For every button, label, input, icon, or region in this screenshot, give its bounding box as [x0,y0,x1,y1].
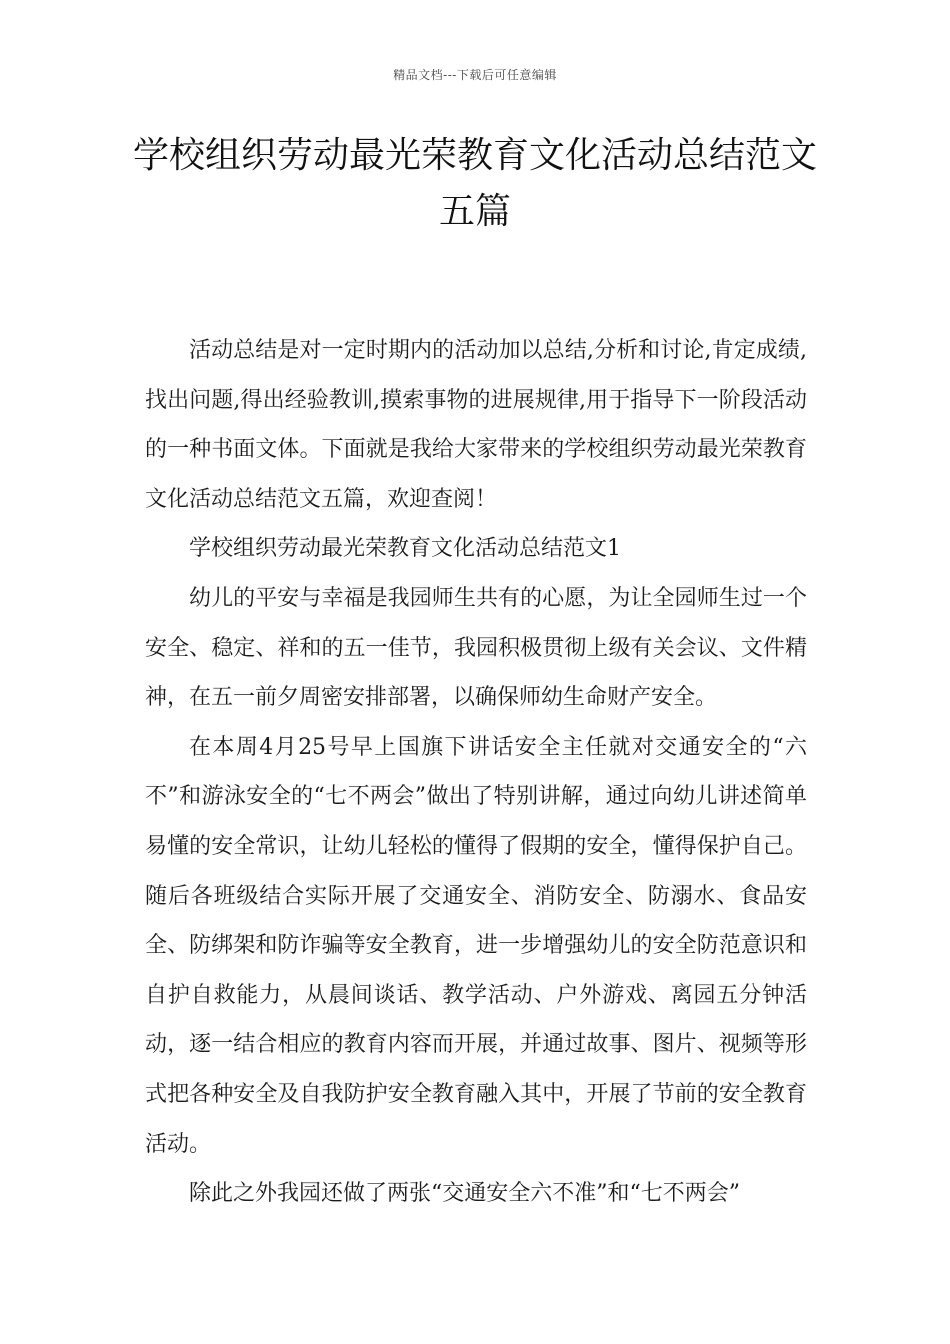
page-header-note: 精品文档---下载后可任意编辑 [393,68,557,82]
body-paragraph: 除此之外我园还做了两张“交通安全六不准”和“七不两会” [189,1181,740,1207]
body-paragraph: 幼儿的平安与幸福是我园师生共有的心愿，为让全园师生过一个安全、稳定、祥和的五一佳节，我园积极贯彻上级有关会议、文件精神，在五一前夕周密安排部署，以确保师幼生命财产安全。 [145,585,807,711]
document-body [145,326,807,1219]
body-paragraph: 在本周4月25号早上国旗下讲话安全主任就对交通安全的“六不”和游泳安全的“七不两会”做出了特别讲解，通过向幼儿讲述简单易懂的安全常识，让幼儿轻松的懂得了假期的安全，懂得保护自己。随后各班级结合实际开展了交通安全、消防安全、防溺水、食品安全、防绑架和防诈骗等安全教育，进一步增强幼儿的安全防范意识和自护自救能力，从晨间谈话、教学活动、户外游戏、离园五分钟活动，逐一结合相应的教育内容而开展，并通过故事、图片、视频等形式把各种安全及自我防护安全教育融入其中，开展了节前的安全教育活动。 [145,734,807,1157]
document-title: 学校组织劳动最光荣教育文化活动总结范文五篇 [132,135,817,232]
intro-paragraph: 活动总结是对一定时期内的活动加以总结,分析和讨论,肯定成绩,找出问题,得出经验教训,摸索事物的进展规律,用于指导下一阶段活动的一种书面文体。下面就是我给大家带来的学校组织劳动最光荣教育文化活动总结范文五篇，欢迎查阅！ [145,338,807,512]
section-heading: 学校组织劳动最光荣教育文化活动总结范文1 [189,536,621,562]
